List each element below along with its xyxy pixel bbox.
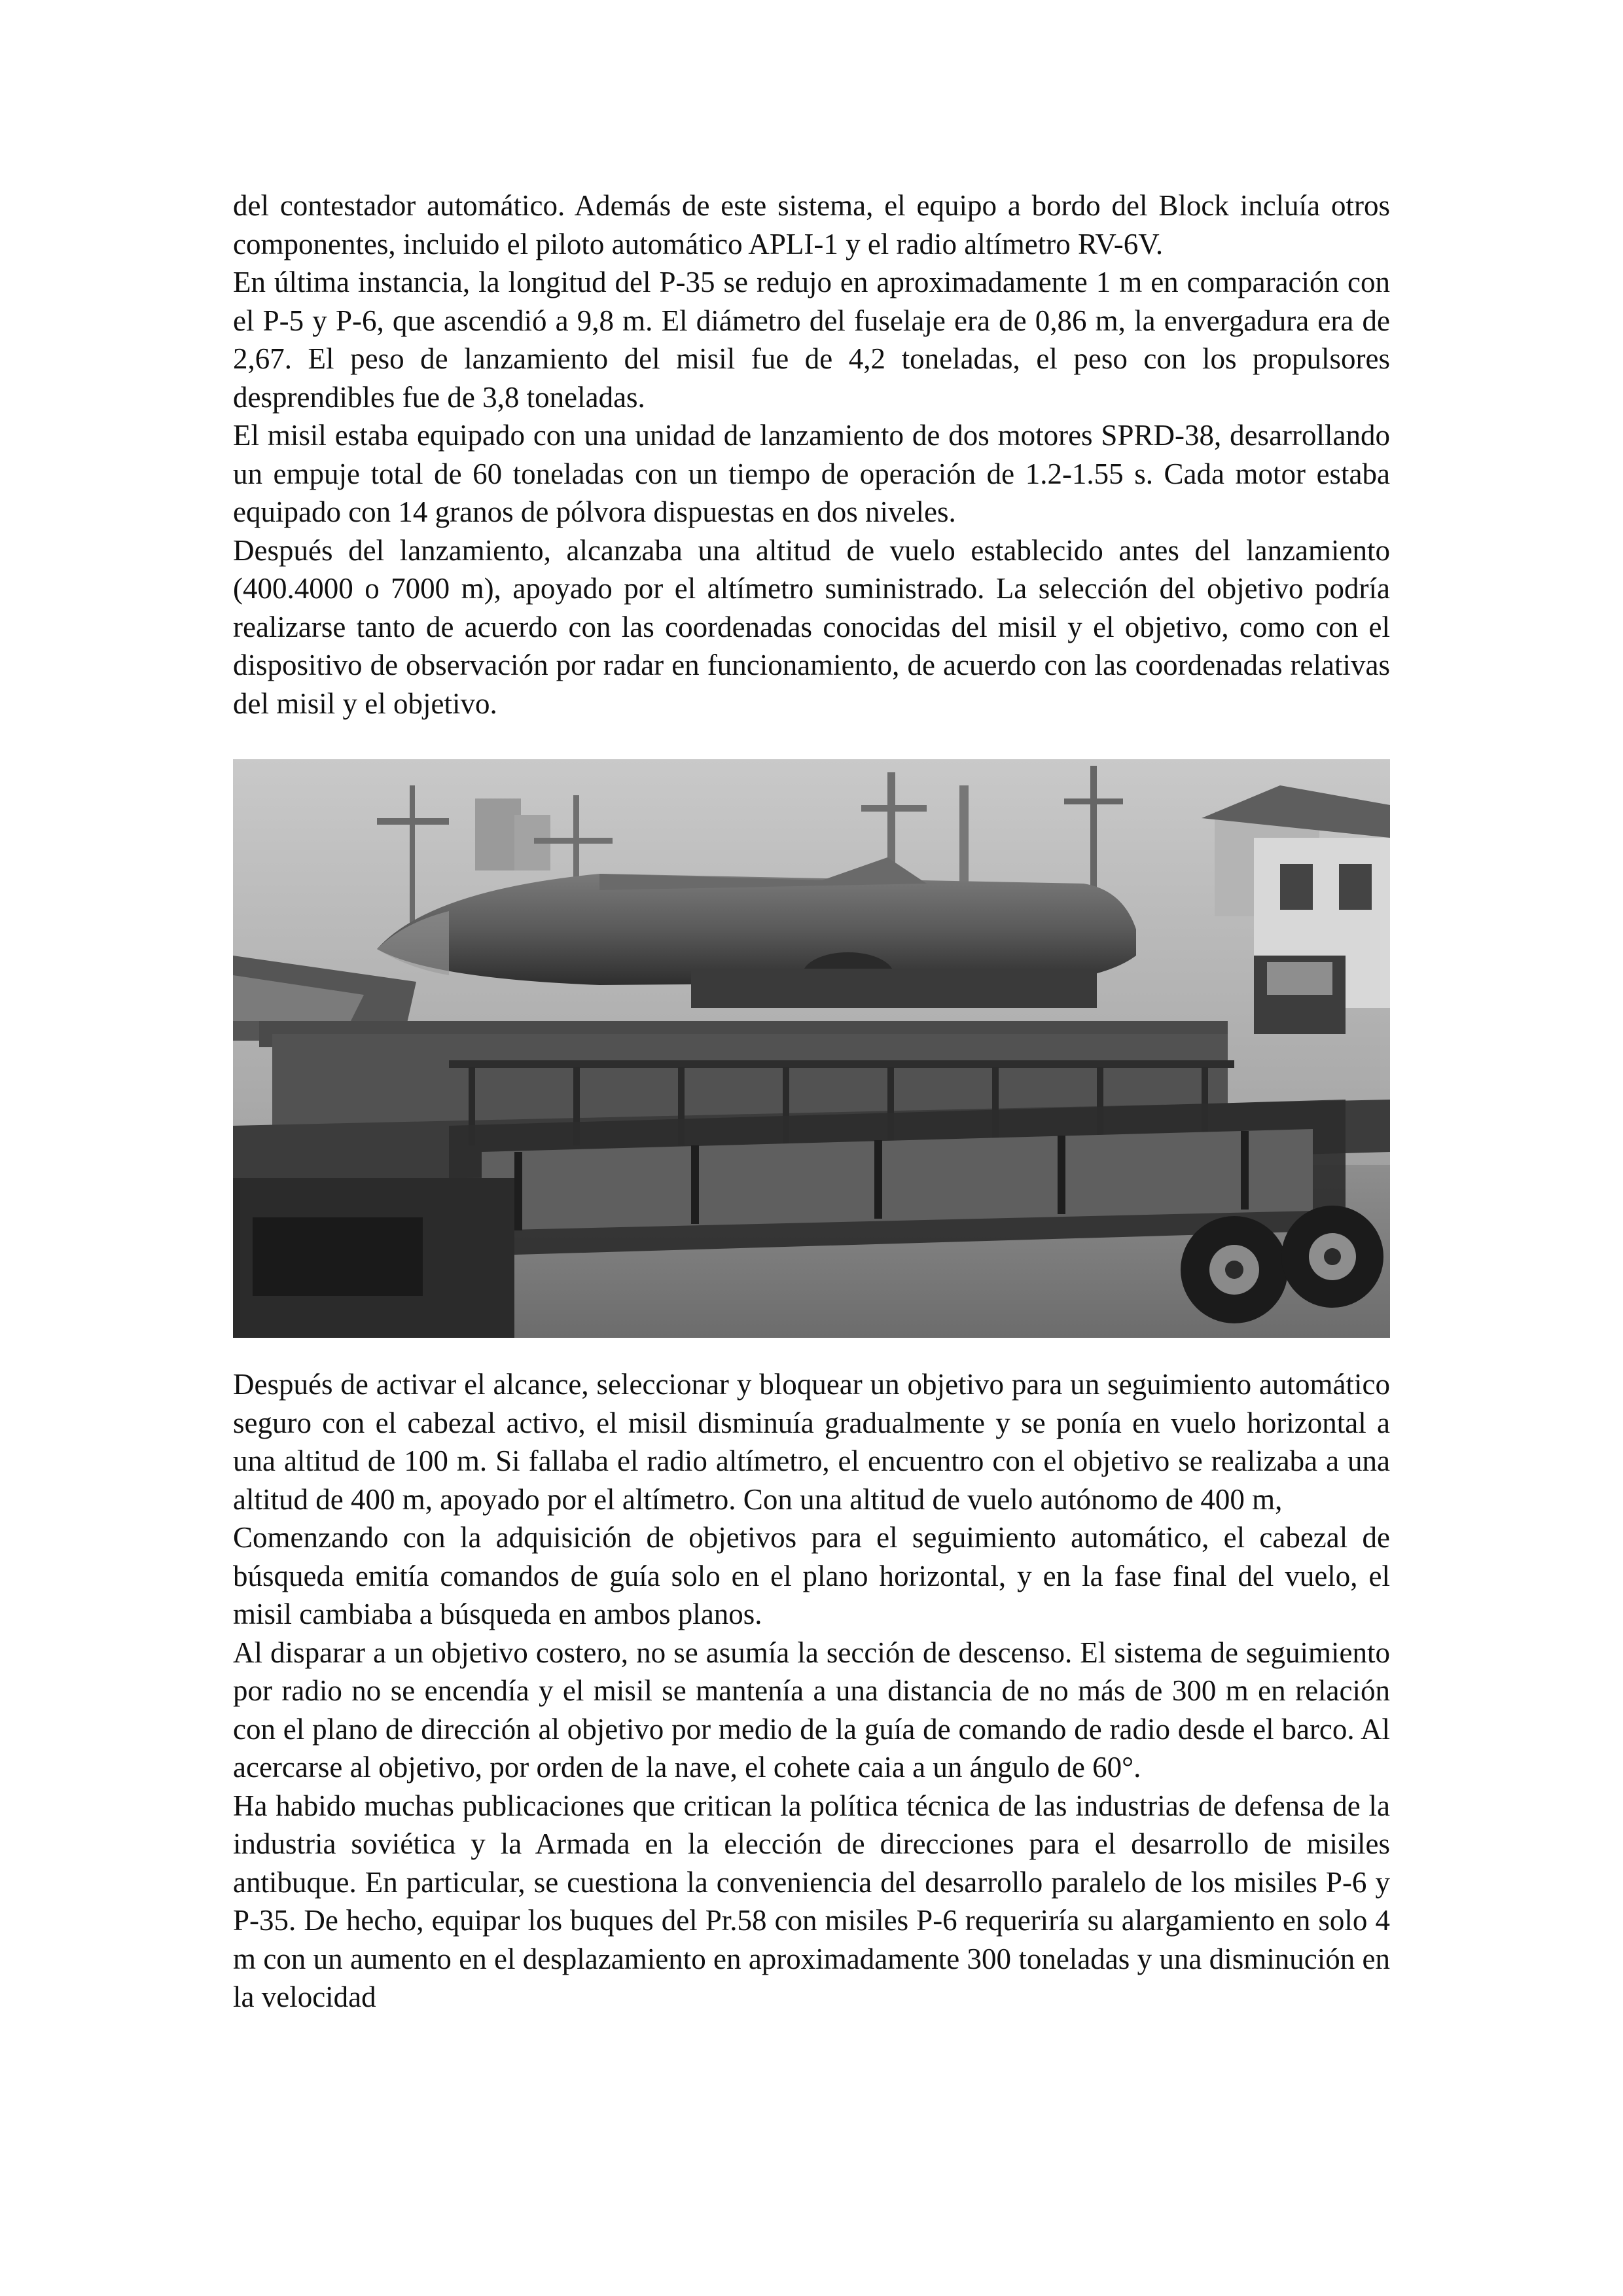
text-block-top <box>233 187 1390 723</box>
text-block-bottom <box>233 1365 1390 2017</box>
paragraph: Después del lanzamiento, alcanzaba una altitud de vuelo establecido antes del lanzamiento (400.4000 o 7000 m), apoyado por el altímetro suministrado. La selección del objetivo podría realizarse tanto de acuerdo con las coordenadas conocidas del misil y el objetivo, como con el dispositivo de observación por radar en funcionamiento, de acuerdo con las coordenadas relativas del misil y el objetivo. <box>233 533 1390 720</box>
paragraph: En última instancia, la longitud del P-35 se redujo en aproximadamente 1 m en comparación con el P-5 y P-6, que ascendió a 9,8 m. El diámetro del fuselaje era de 0,86 m, la envergadura era de 2,67. El peso de lanzamiento del misil fue de 4,2 toneladas, el peso con los propulsores desprendibles fue de 3,8 toneladas. <box>233 266 1390 414</box>
paragraph: Al disparar a un objetivo costero, no se asumía la sección de descenso. El sistema de seguimiento por radio no se encendía y el misil se mantenía a una distancia de no más de 300 m en relación con el plano de dirección al objetivo por medio de la guía de comando de radio desde el barco. Al acercarse al objetivo, por orden de la nave, el cohete caia a un ángulo de 60°. <box>233 1636 1390 1784</box>
paragraph: Comenzando con la adquisición de objetivos para el seguimiento automático, el cabezal de búsqueda emitía comandos de guía solo en el plano horizontal, y en la fase final del vuelo, el misil cambiaba a búsqueda en ambos planos. <box>233 1521 1390 1630</box>
paragraph: del contestador automático. Además de este sistema, el equipo a bordo del Block incluía otros componentes, incluido el piloto automático APLI-1 y el radio altímetro RV-6V. <box>233 189 1390 260</box>
missile-transporter-photo <box>233 759 1390 1338</box>
paragraph: Después de activar el alcance, seleccionar y bloquear un objetivo para un seguimiento automático seguro con el cabezal activo, el misil disminuía gradualmente y se ponía en vuelo horizontal a una altitud de 100 m. Si fallaba el radio altímetro, el encuentro con el objetivo se realizaba a una altitud de 400 m, apoyado por el altímetro. Con una altitud de vuelo autónomo de 400 m, <box>233 1368 1390 1516</box>
paragraph: El misil estaba equipado con una unidad de lanzamiento de dos motores SPRD-38, desarrollando un empuje total de 60 toneladas con un tiempo de operación de 1.2-1.55 s. Cada motor estaba equipado con 14 granos de pólvora dispuestas en dos niveles. <box>233 419 1390 528</box>
paragraph: Ha habido muchas publicaciones que critican la política técnica de las industrias de defensa de la industria soviética y la Armada en la elección de direcciones para el desarrollo de misiles antibuque. En particular, se cuestiona la conveniencia del desarrollo paralelo de los misiles P-6 y P-35. De hecho, equipar los buques del Pr.58 con misiles P-6 requeriría su alargamiento en solo 4 m con un aumento en el desplazamiento en aproximadamente 300 toneladas y una disminución en la velocidad <box>233 1789 1390 2013</box>
